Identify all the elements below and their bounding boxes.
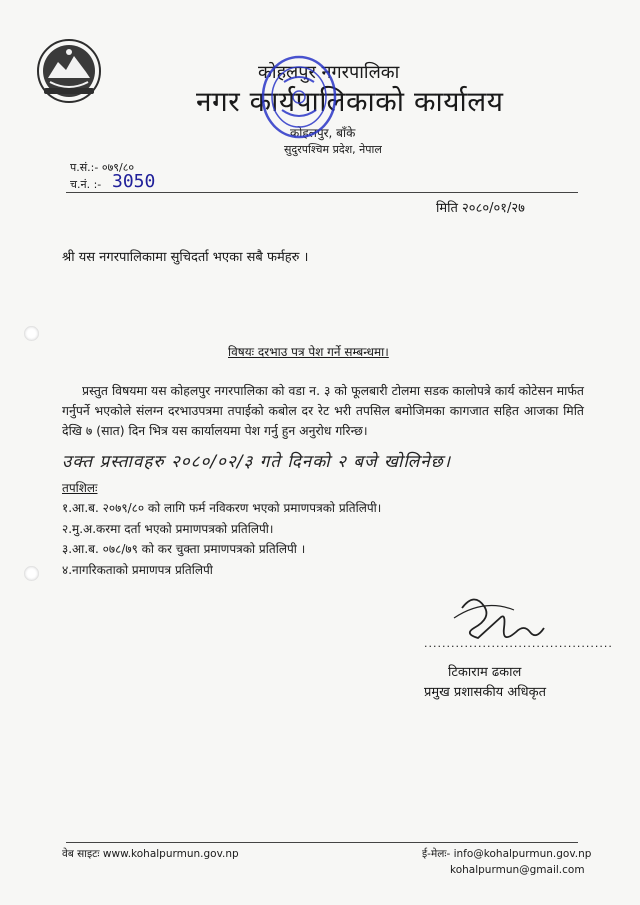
signer-title: प्रमुख प्रशासकीय अधिकृत <box>424 685 547 700</box>
official-stamp-icon <box>258 52 340 142</box>
nepal-emblem-icon <box>36 38 102 104</box>
footer-email-secondary: kohalpurmun@gmail.com <box>450 864 585 876</box>
footer-divider <box>66 842 578 843</box>
addressee: श्री यस नगरपालिकामा सुचिदर्ता भएका सबै फर्महरु । <box>62 250 309 265</box>
chalani-label: च.नं. :- <box>70 178 102 191</box>
header-divider <box>66 192 578 193</box>
list-item: २.मु.अ.करमा दर्ता भएको प्रमाणपत्रको प्रतिलिपी। <box>62 521 274 536</box>
office-title: नगर कार्यपालिकाको कार्यालय <box>196 85 504 118</box>
fiscal-year: प.सं.:- ०७९/८० <box>70 161 135 174</box>
punch-hole <box>24 326 39 341</box>
handwritten-note: उक्त प्रस्तावहरु २०८०/०२/३ गते दिनको २ बजे खोलिनेछ। <box>62 452 452 472</box>
address-line-1: कोहलपुर, बाँके <box>290 126 356 140</box>
schedule-list <box>62 499 381 581</box>
footer-website: वेब साइटः www.kohalpurmun.gov.np <box>62 848 239 860</box>
signer-name: टिकाराम ढकाल <box>448 665 522 680</box>
body-paragraph: प्रस्तुत विषयमा यस कोहलपुर नगरपालिका को वडा न. ३ को फूलबारी टोलमा सडक कालोपत्रे कार्य कोटेसन मार्फत गर्नुपर्ने भएकोले संलग्न दरभाउपत्रमा तपाईको कबोल दर रेट भरी तपसिल बमोजिमका कागजात सहित आजका मिति देखि ७ (सात) दिन भित्र यस कार्यालयमा पेश गर्नु हुन अनुरोध गरिन्छ। <box>62 383 584 438</box>
address-line-2: सुदुरपश्चिम प्रदेश, नेपाल <box>284 143 382 156</box>
footer-email-primary: ई-मेलः- info@kohalpurmun.gov.np <box>422 848 592 860</box>
list-item: ४.नागरिकताको प्रमाणपत्र प्रतिलिपी <box>62 562 213 577</box>
list-item: १.आ.ब. २०७९/८० को लागि फर्म नविकरण भएको प्रमाणपत्रको प्रतिलिपी। <box>62 501 382 515</box>
org-name: कोहलपुर नगरपालिका <box>258 62 400 83</box>
signature-line: .......................................... <box>424 637 613 650</box>
subject-line: विषयः दरभाउ पत्र पेश गर्ने सम्बन्धमा। <box>228 345 389 359</box>
chalani-number: 3050 <box>112 171 156 192</box>
letter-date: मिति २०८०/०१/२७ <box>436 201 525 216</box>
list-item: ३.आ.ब. ०७८/७९ को कर चुक्ता प्रमाणपत्रको प्रतिलिपी । <box>62 542 306 556</box>
schedule-heading: तपशिलः <box>62 481 98 495</box>
punch-hole <box>24 566 39 581</box>
